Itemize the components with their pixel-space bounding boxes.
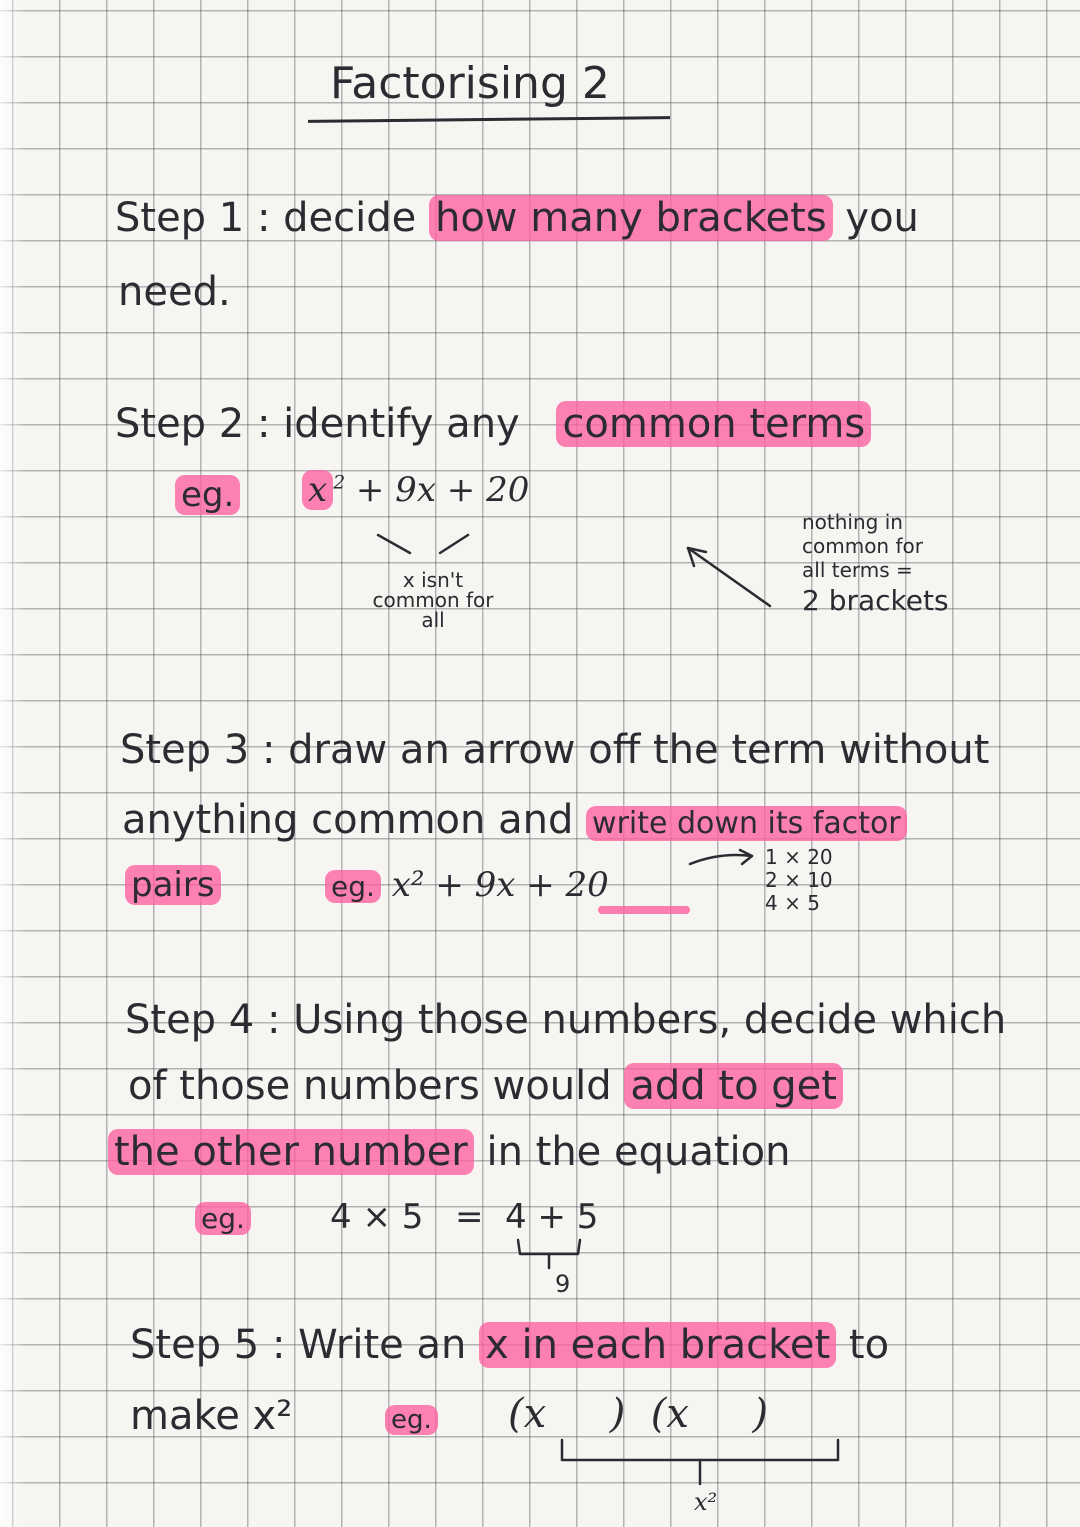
note-right-line: common for — [802, 534, 923, 558]
note-left-line: all — [421, 608, 445, 632]
step4-expr-eq: = — [455, 1197, 484, 1237]
step5-line1-a: Write an — [298, 1322, 467, 1368]
step5-line1-hl: x in each bracket — [479, 1322, 836, 1368]
factor-pair: 4 × 5 — [765, 891, 820, 915]
step3-label: Step 3 : — [120, 727, 276, 773]
factor-arrow-head — [740, 850, 752, 864]
step3-line3-hl: pairs — [125, 865, 221, 905]
step4-eg: eg. — [195, 1202, 251, 1235]
step4-expr-a: 4 × 5 — [330, 1197, 424, 1237]
step4-line2-hl: add to get — [624, 1063, 843, 1109]
step5-result: x² — [694, 1488, 718, 1516]
step1-text-a: decide — [283, 195, 417, 241]
step5-line2-a: make x² — [130, 1393, 293, 1439]
step2-expression: x $^2$ + 9x + 20 — [302, 473, 529, 507]
step3-eg: eg. — [325, 870, 381, 903]
step5-eg: eg. — [385, 1405, 438, 1435]
step5-brackets: (x ) (x ) — [508, 1391, 769, 1437]
step2-eg: eg. — [175, 475, 240, 515]
step3-line2-hl: write down its factor — [586, 806, 907, 841]
note-right-line: 2 brackets — [802, 584, 949, 617]
x-bracket — [562, 1440, 838, 1460]
step4-expr-b: 4 + 5 — [505, 1197, 599, 1237]
note-left-line: x isn't — [402, 568, 464, 592]
step2-highlight: common terms — [556, 401, 871, 447]
step4-result: 9 — [555, 1270, 571, 1298]
step3-line2-a: anything common and — [122, 797, 574, 843]
step5-label: Step 5 : — [130, 1322, 286, 1368]
step4-line3-b: in the equation — [486, 1129, 791, 1175]
step1-text-b: you — [845, 195, 919, 241]
step1-label: Step 1 : — [115, 195, 271, 241]
note-right-line: nothing in — [802, 510, 903, 534]
factor-pair: 1 × 20 — [765, 845, 833, 869]
pointer-line-left — [378, 535, 410, 553]
page-title: Factorising 2 — [330, 58, 610, 109]
sum-bracket — [518, 1240, 580, 1254]
step1-highlight: how many brackets — [429, 195, 833, 241]
step3-line1-text: draw an arrow off the term without — [288, 727, 990, 773]
step2-label: Step 2 : — [115, 401, 271, 447]
step1-text-c: need. — [118, 269, 231, 315]
step2-text-a: identify any — [283, 401, 520, 447]
step4-line3-hl: the other number — [108, 1129, 474, 1175]
factor-pair: 2 × 10 — [765, 868, 833, 892]
note-right-line: all terms = — [802, 558, 913, 582]
step4-line2-a: of those numbers would — [128, 1063, 612, 1109]
step4-label: Step 4 : — [125, 997, 281, 1043]
step5-line1-b: to — [848, 1322, 890, 1368]
step4-line1-text: Using those numbers, decide which — [293, 997, 1007, 1043]
pointer-arrow-shaft — [688, 548, 770, 606]
step3-expr: x² + 9x + 20 — [391, 865, 609, 905]
pointer-line-right — [440, 535, 468, 553]
step2-expr-x: x — [302, 470, 333, 510]
note-left-line: common for — [372, 588, 494, 612]
step2-expr-rest: + 9x + 20 — [355, 470, 530, 510]
